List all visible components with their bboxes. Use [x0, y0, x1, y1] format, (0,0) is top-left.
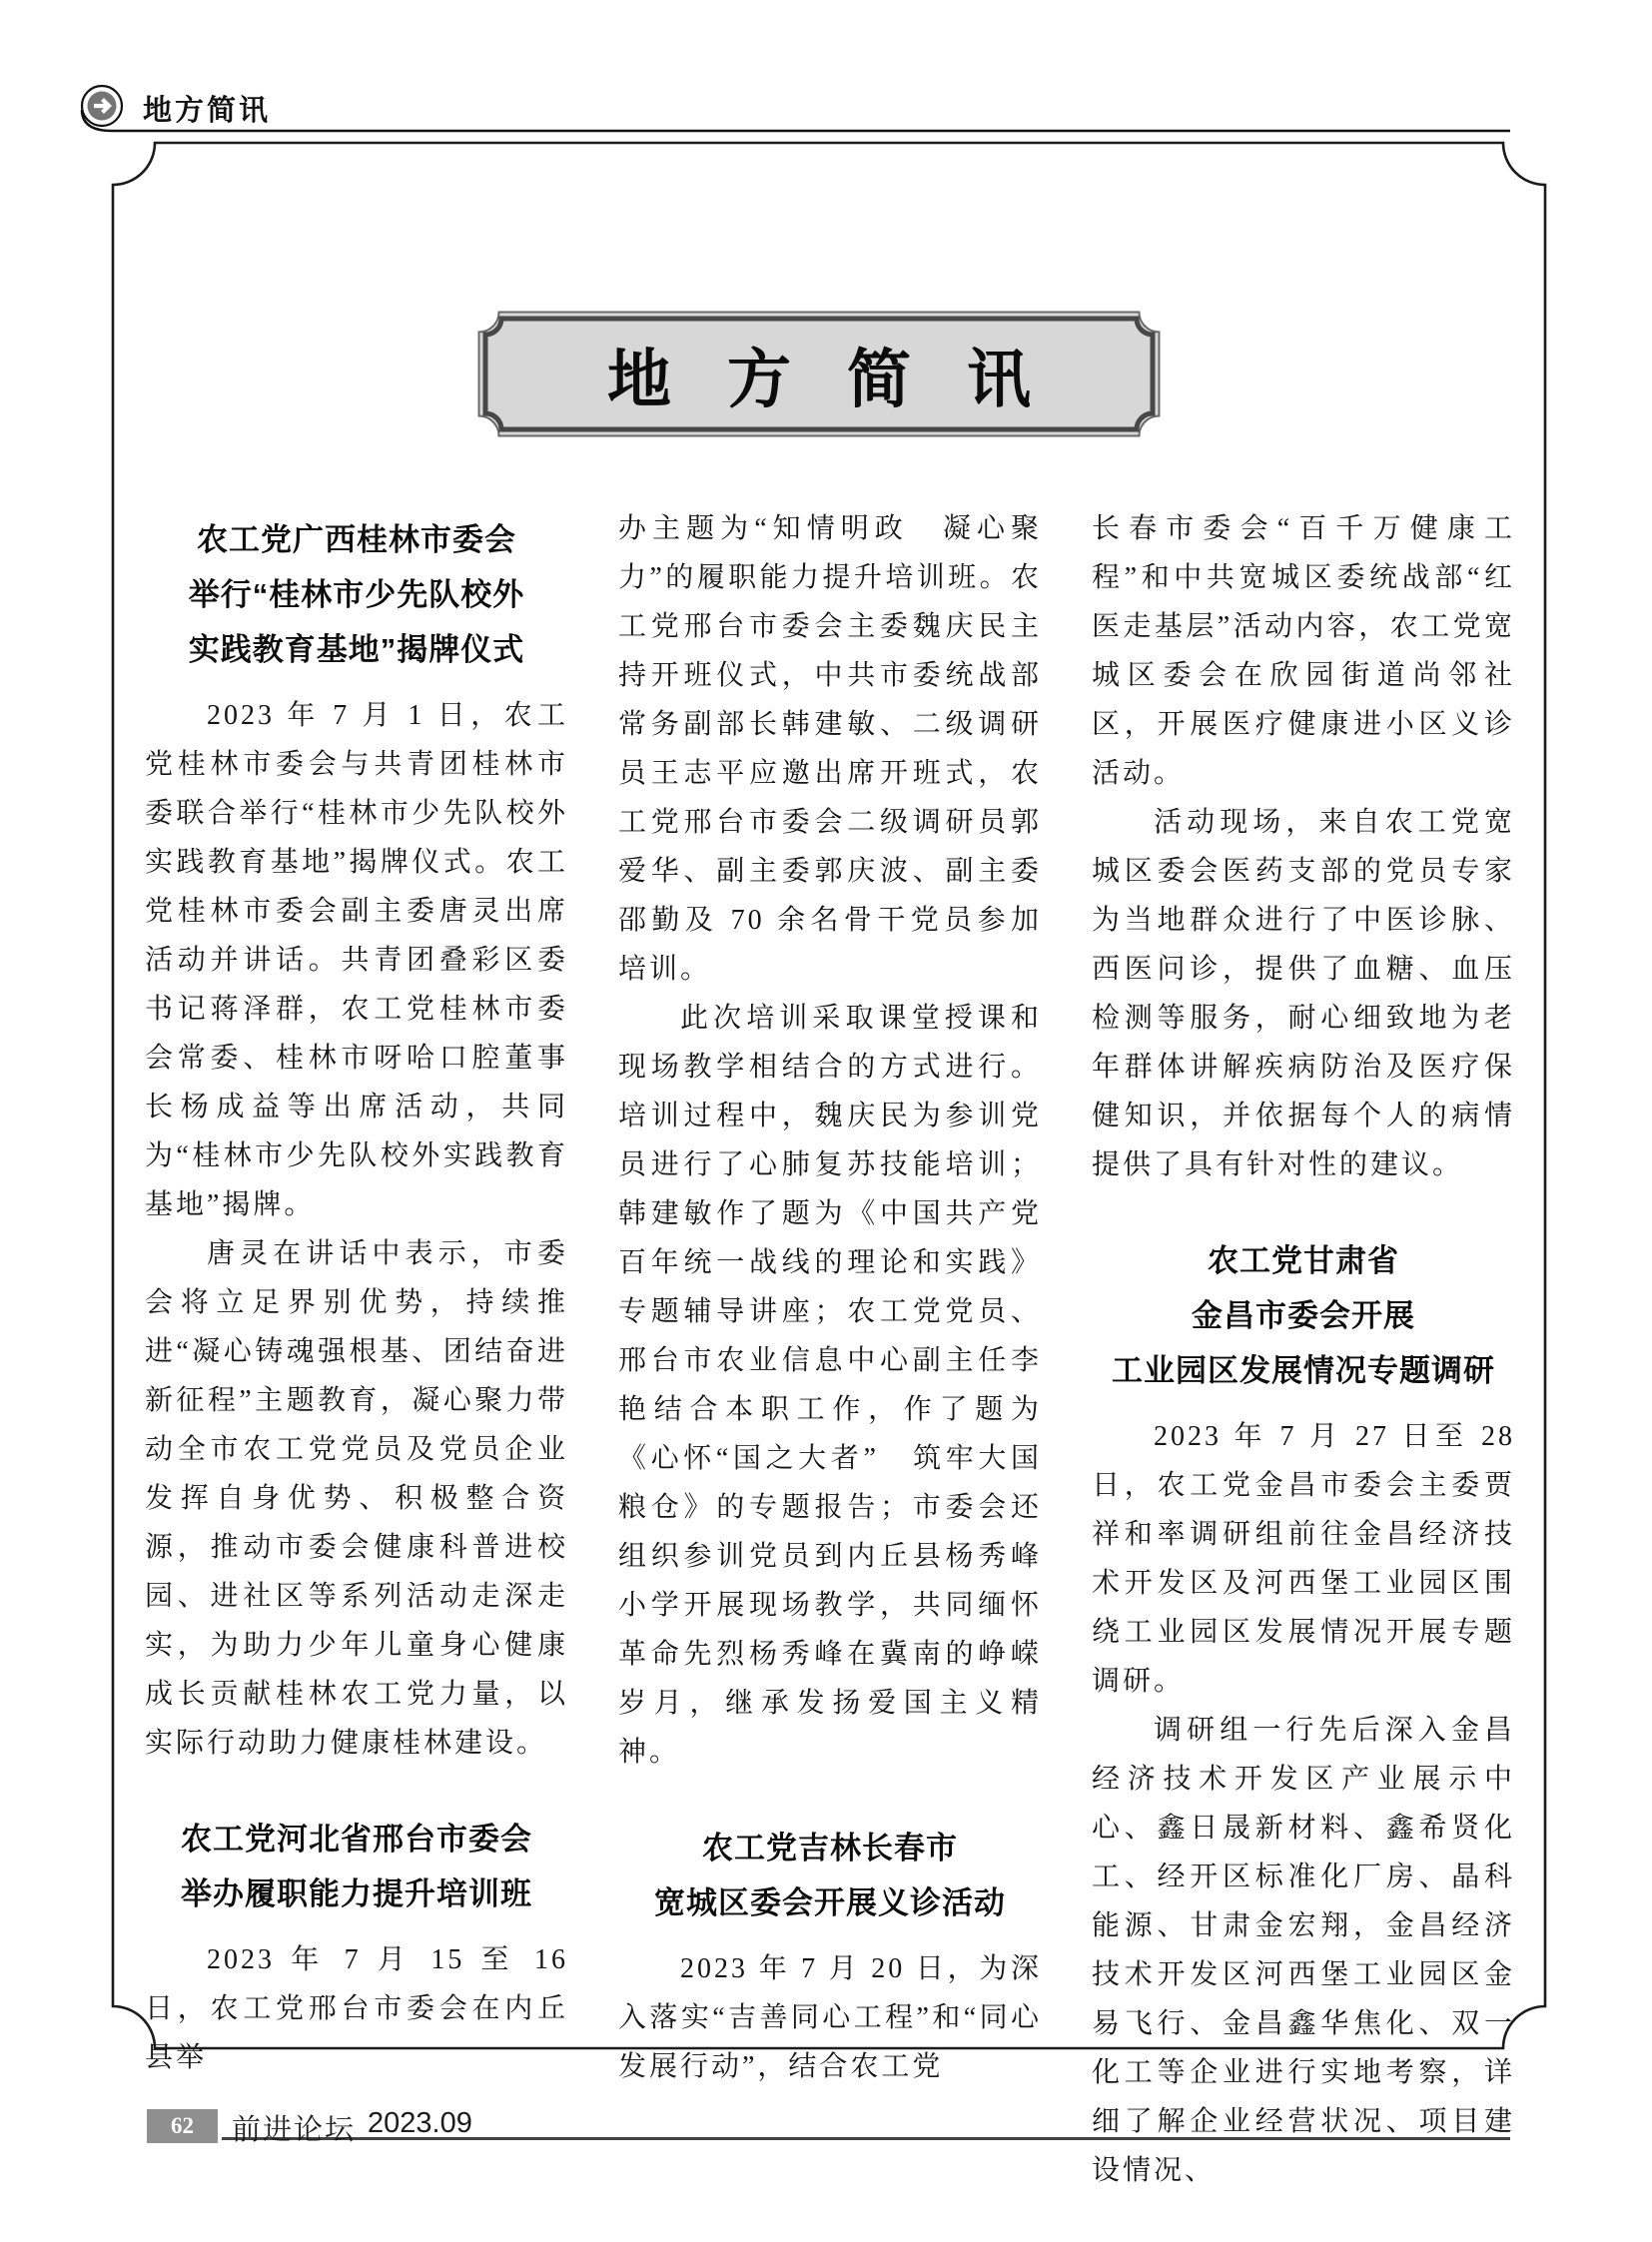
article-title: [618, 1821, 1042, 1930]
page-number-badge: [147, 2109, 218, 2143]
article-paragraph: 此次培训采取课堂授课和现场教学相结合的方式进行。培训过程中，魏庆民为参训党员进行了心肺复苏技能培训；韩建敏作了题为《中国共产党百年统一战线的理论和实践》专题辅导讲座；农工党党员、邢台市农业信息中心副主任李艳结合本职工作，作了题为《心怀“国之大者” 筑牢大国粮仓》的专题报告；市委会还组织参训党员到内丘县杨秀峰小学开展现场教学，共同缅怀革命先烈杨秀峰在冀南的峥嵘岁月，继承发扬爱国主义精神。: [618, 1003, 1042, 1768]
issue-number: 2023.09: [368, 2107, 472, 2139]
article-title-line: 宽城区委会开展义诊活动: [654, 1885, 1006, 1920]
article-title-line: 举办履职能力提升培训班: [181, 1876, 532, 1911]
article-paragraph: 2023 年 7 月 20 日，为深入落实“吉善同心工程”和“同心发展行动”，结合农工党: [618, 1953, 1042, 2082]
article-paragraph: 2023 年 7 月 27 日至 28 日，农工党金昌市委会主委贾祥和率调研组前往金昌经济技术开发区及河西堡工业园区围绕工业园区发展情况开展专题调研。: [1092, 1421, 1515, 1697]
column-2: [618, 504, 1042, 2082]
article-paragraph: 调研组一行先后深入金昌经济技术开发区产业展示中心、鑫日晟新材料、鑫希贤化工、经开区标准化厂房、晶科能源、甘肃金宏翔，金昌经济技术开发区河西堡工业园区金易飞行、金昌鑫华焦化、双一化工等企业进行实地考察，详细了解企业经营状况、项目建设情况、: [1092, 1715, 1515, 2186]
article-title: [145, 1812, 568, 1921]
article-paragraph: 2023 年 7 月 15 至 16 日，农工党邢台市委会在内丘县举: [145, 1944, 568, 2073]
article-title-line: 农工党吉林长春市: [702, 1831, 958, 1866]
running-header: [0, 0, 1652, 140]
column-3: [1092, 504, 1515, 2186]
banner: [477, 311, 1161, 437]
article-paragraph: 活动现场，来自农工党宽城区委会医药支部的党员专家为当地群众进行了中医诊脉、西医问诊，提供了血糖、血压检测等服务，耐心细致地为老年群体讲解疾病防治及医疗保健知识，并依据每个人的病情提供了具有针对性的建议。: [1092, 807, 1515, 1180]
article-paragraph: 唐灵在讲话中表示，市委会将立足界别优势，持续推进“凝心铸魂强根基、团结奋进新征程”主题教育，凝心聚力带动全市农工党党员及党员企业发挥自身优势、积极整合资源，推动市委会健康科普进校园、进社区等系列活动走深走实，为助力少年儿童身心健康成长贡献桂林农工党力量，以实际行动助力健康桂林建设。: [145, 1238, 568, 1759]
article-paragraph: 办主题为“知情明政 凝心聚力”的履职能力提升培训班。农工党邢台市委会主委魏庆民主持开班仪式，中共市委统战部常务副部长韩建敏、二级调研员王志平应邀出席开班式，农工党邢台市委会二级调研员郭爱华、副主委郭庆波、副主委邵勤及 70 余名骨干党员参加培训。: [618, 513, 1042, 985]
article-title-line: 农工党河北省邢台市委会: [181, 1822, 532, 1857]
arrow-circle-icon: [82, 86, 122, 126]
article-title-line: 农工党广西桂林市委会: [197, 522, 516, 557]
article-title: [1092, 1233, 1515, 1398]
journal-name: 前进论坛: [232, 2114, 357, 2146]
article-paragraph: 长春市委会“百千万健康工程”和中共宽城区委统战部“红医走基层”活动内容，农工党宽城区委会在欣园街道尚邻社区，开展医疗健康进小区义诊活动。: [1092, 513, 1515, 789]
article-title-line: 实践教育基地”揭牌仪式: [188, 632, 525, 667]
article-title: [145, 512, 568, 677]
article-paragraph: 2023 年 7 月 1 日，农工党桂林市委会与共青团桂林市委联合举行“桂林市少先队校外实践教育基地”揭牌仪式。农工党桂林市委会副主委唐灵出席活动并讲话。共青团叠彩区委书记蒋泽群，农工党桂林市委会常委、桂林市呀哈口腔董事长杨成益等出席活动，共同为“桂林市少先队校外实践教育基地”揭牌。: [145, 700, 568, 1220]
page-number: 62: [171, 2113, 194, 2138]
article-title-line: 工业园区发展情况专题调研: [1112, 1353, 1495, 1388]
section-label: 地方简讯: [143, 95, 272, 127]
column-1: [145, 504, 568, 2073]
article-title-line: 举行“桂林市少先队校外: [188, 577, 525, 612]
article-title-line: 农工党甘肃省: [1208, 1243, 1399, 1278]
article-title-line: 金昌市委会开展: [1192, 1298, 1415, 1333]
banner-title: 地方简讯: [607, 343, 1087, 415]
